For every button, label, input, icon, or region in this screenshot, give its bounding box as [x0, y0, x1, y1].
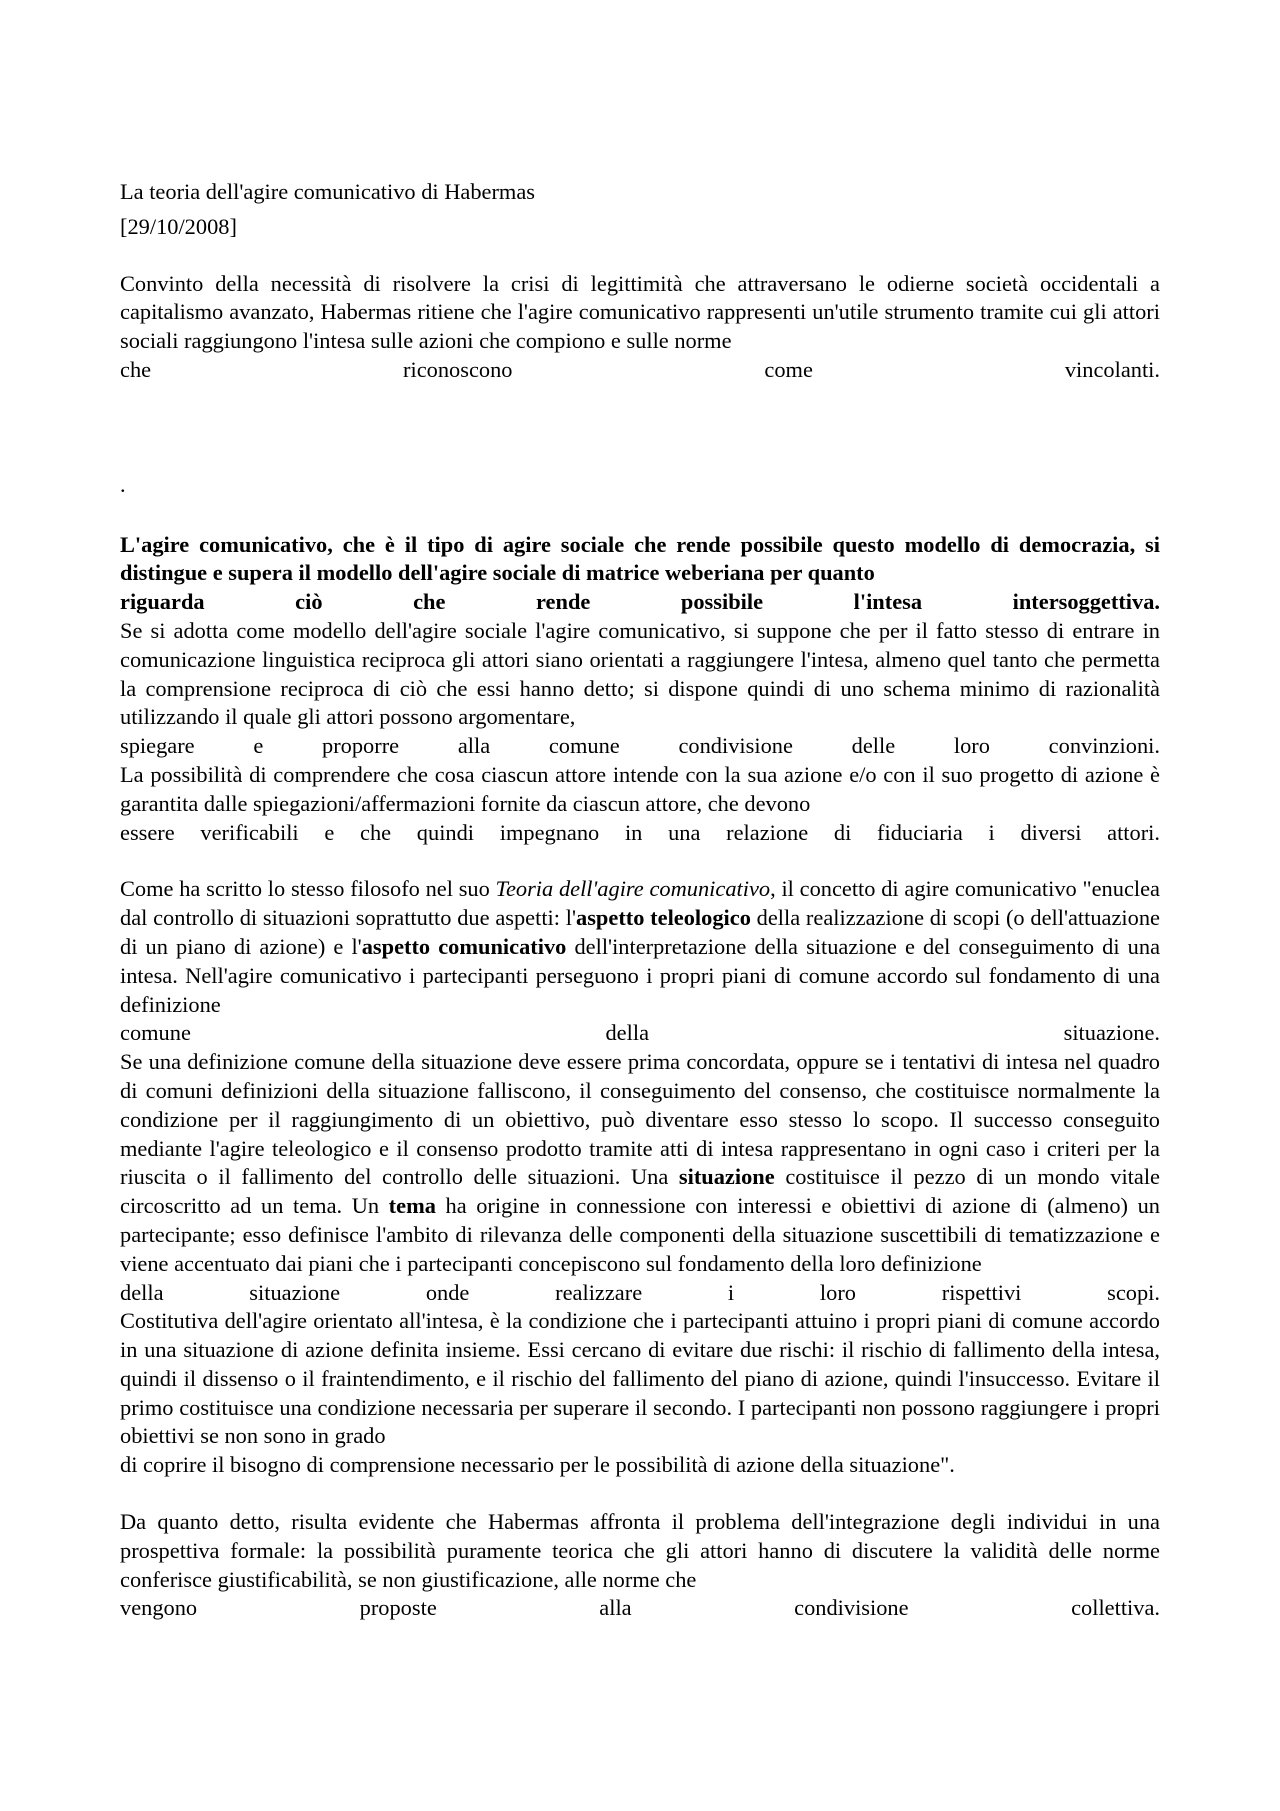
quote-text-a: Come ha scritto lo stesso filosofo nel suo [120, 876, 496, 902]
paragraph-conclusion [120, 1508, 1160, 1623]
paragraph-risks [120, 1307, 1160, 1480]
paragraph-definition [120, 1048, 1160, 1307]
paragraph-thesis [120, 531, 1160, 617]
paragraph-risks-last-line: di coprire il bisogno di comprensione necessario per le possibilità di azione della situazione". [120, 1452, 955, 1478]
paragraph-conclusion-body: Da quanto detto, risulta evidente che Habermas affronta il problema dell'integrazione degli individui in una prospettiva formale: la possibilità puramente teorica che gli attori hanno di discutere la validità delle norme conferisce giustificabilità, se non giustificazione, alle norme che [120, 1509, 1160, 1592]
paragraph-intro-body: Convinto della necessità di risolvere la crisi di legittimità che attraversano le odierne società occidentali a capitalismo avanzato, Habermas ritiene che l'agire comunicativo rappresenti un'utile strumento tramite cui gli attori sociali raggiungono l'intesa sulle azioni che compiono e sulle norme [120, 270, 1160, 354]
paragraph-possibility-body: La possibilità di comprendere che cosa ciascun attore intende con la sua azione e/o con il suo progetto di azione è garantita dalle spiegazioni/affermazioni fornite da ciascun attore, che devono [120, 761, 1160, 816]
paragraph-thesis-body: L'agire comunicativo, che è il tipo di agire sociale che rende possibile questo modello di democrazia, si distingue e supera il modello dell'agire sociale di matrice weberiana per quanto [120, 531, 1160, 586]
quote-text-d: dell'interpretazione della situazione e del conseguimento di una intesa. Nell'agire comunicativo i partecipanti perseguono i propri piani di comune accordo sul fondamento di una definizione [120, 933, 1161, 1017]
paragraph-definition-last-line: della situazione onde realizzare i loro rispettivi scopi. [120, 1279, 1160, 1305]
paragraph-intro [120, 270, 1160, 385]
paragraph-possibility [120, 761, 1160, 847]
term-tema: tema [388, 1193, 436, 1219]
paragraph-model [120, 617, 1160, 761]
book-title: Teoria dell'agire comunicativo [495, 876, 771, 902]
term-aspetto-comunicativo: aspetto comunicativo [361, 933, 567, 959]
separator-dot: . [120, 471, 126, 497]
paragraph-thesis-last-line: riguarda ciò che rende possibile l'intesa intersoggettiva. [120, 589, 1160, 615]
paragraph-risks-body: Costitutiva dell'agire orientato all'intesa, è la condizione che i partecipanti attuino i propri piani di comune accordo in una situazione di azione definita insieme. Essi cercano di evitare due rischi: il rischio di fallimento della intesa, quindi il dissenso o il fraintendimento, e il rischio del fallimento del piano di azione, quindi l'insuccesso. Evitare il primo costituisce una condizione necessaria per superare il secondo. I partecipanti non possono raggiungere i propri obiettivi se non sono in grado [120, 1308, 1160, 1449]
document-date: [29/10/2008] [120, 213, 237, 239]
term-situazione: situazione [678, 1164, 775, 1190]
paragraph-quote-last-line: comune della situazione. [120, 1020, 1160, 1046]
definition-text-b: costituisce il pezzo di un mondo vitale circoscritto ad un tema. Un [120, 1164, 1160, 1219]
paragraph-definition-body [120, 1048, 1160, 1278]
quote-text-c: della realizzazione di scopi (o dell'attuazione di un piano di azione) e l' [120, 905, 1160, 959]
paragraph-intro-last-line: che riconoscono come vincolanti. [120, 356, 1160, 382]
paragraph-model-last-line: spiegare e proporre alla comune condivisione delle loro convinzioni. [120, 733, 1160, 759]
paragraph-quote [120, 875, 1160, 1048]
paragraph-quote-body [120, 875, 1160, 1019]
paragraph-conclusion-last-line: vengono proposte alla condivisione collettiva. [120, 1595, 1160, 1621]
document-body [120, 178, 1160, 1623]
paragraph-possibility-last-line: essere verificabili e che quindi impegnano in una relazione di fiduciaria i diversi attori. [120, 819, 1160, 845]
definition-text-c: ha origine in connessione con interessi e obiettivi di azione di (almeno) un partecipante; esso definisce l'ambito di rilevanza delle componenti della situazione suscettibili di tematizzazione e viene accentuato dai piani che i partecipanti concepiscono sul fondamento della loro definizione [120, 1193, 1160, 1276]
document-title: La teoria dell'agire comunicativo di Habermas [120, 179, 535, 204]
paragraph-model-body: Se si adotta come modello dell'agire sociale l'agire comunicativo, si suppone che per il fatto stesso di entrare in comunicazione linguistica reciproca gli attori siano orientati a raggiungere l'intesa, almeno quel tanto che permetta la comprensione reciproca di ciò che essi hanno detto; si dispone quindi di uno schema minimo di razionalità utilizzando il quale gli attori possono argomentare, [120, 617, 1160, 730]
term-aspetto-teleologico: aspetto teleologico [576, 905, 751, 931]
quote-text-b: , il concetto di agire comunicativo "enuclea dal controllo di situazioni soprattutto due aspetti: l' [120, 876, 1160, 931]
definition-text-a: Se una definizione comune della situazione deve essere prima concordata, oppure se i tentativi di intesa nel quadro di comuni definizioni della situazione falliscono, il conseguimento del consenso, che costituisce normalmente la condizione per il raggiungimento di un obiettivo, può diventare esso stesso lo scopo. Il successo conseguito mediante l'agire teleologico e il consenso prodotto tramite atti di intesa rappresentano in ogni caso i criteri per la riuscita o il fallimento del controllo delle situazioni. Una [120, 1049, 1160, 1190]
